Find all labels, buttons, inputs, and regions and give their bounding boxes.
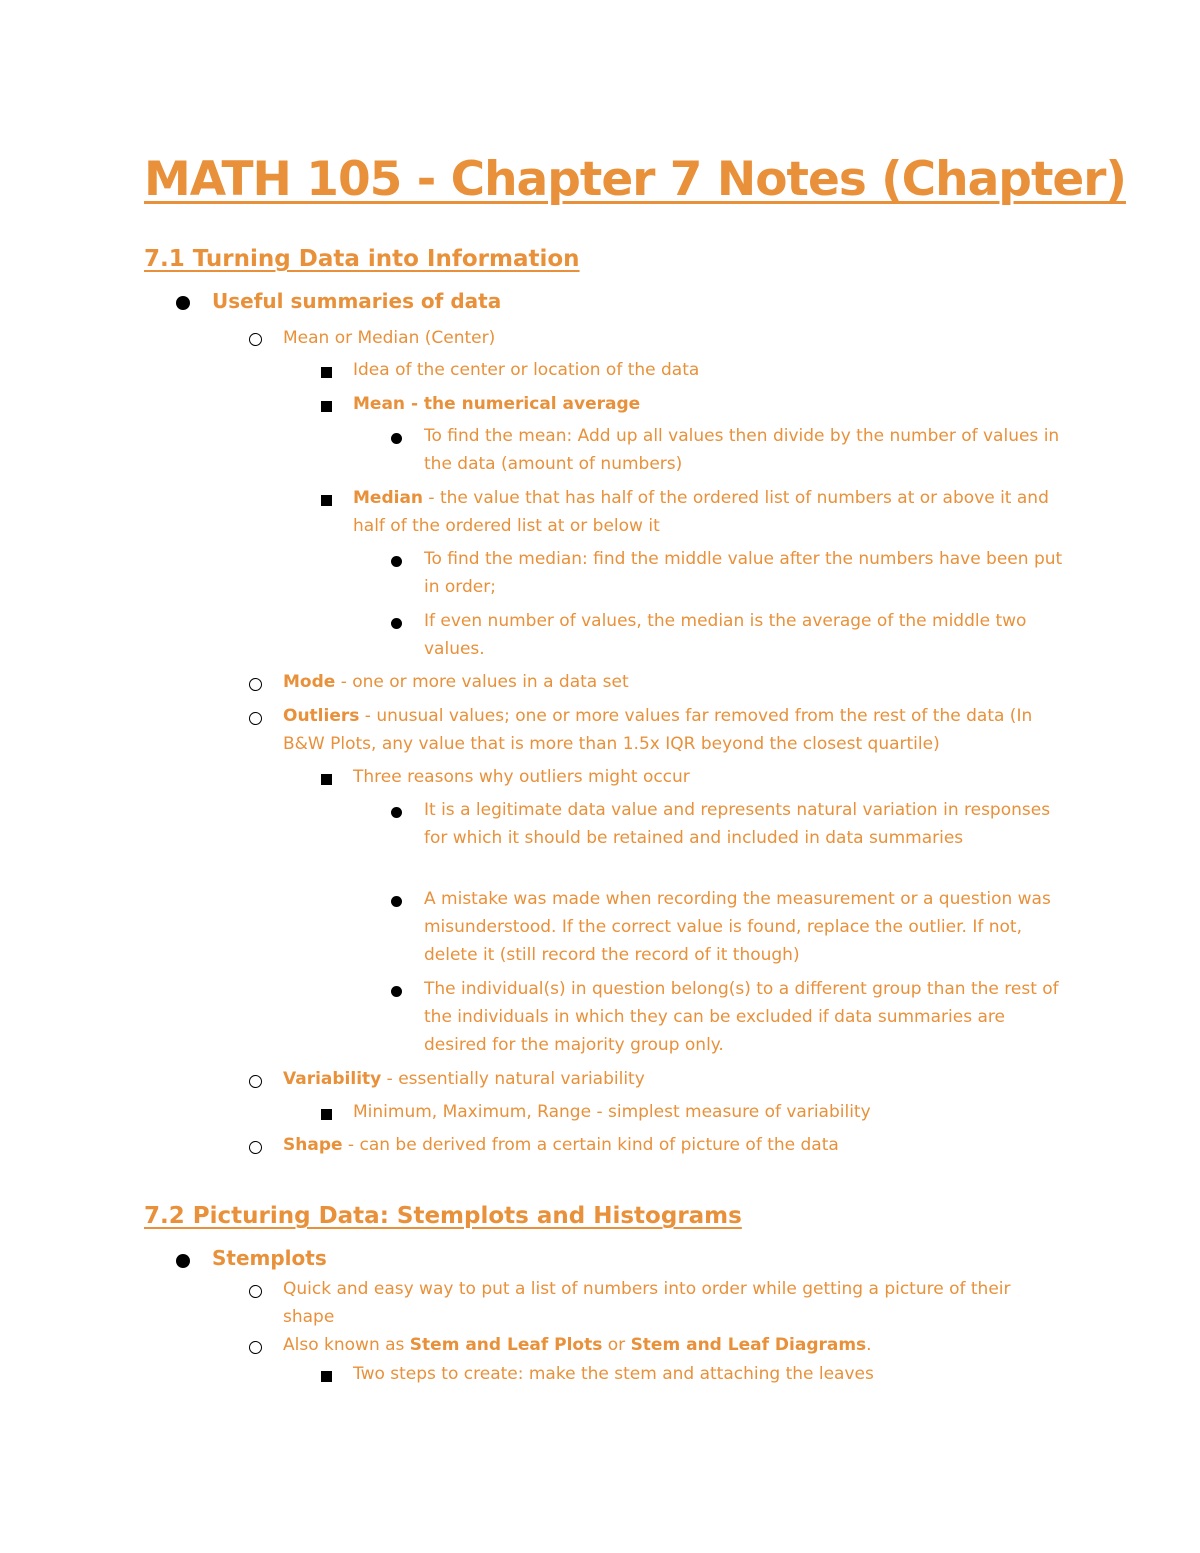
list-item: To find the median: find the middle value after the numbers have been put in order; — [424, 549, 1063, 597]
bullet-dot-icon — [391, 433, 402, 444]
list-item: Mode - one or more values in a data set — [283, 672, 629, 692]
list-item: Mean or Median (Center) — [283, 328, 496, 348]
bullet-square-icon — [321, 367, 332, 378]
list-item: Also known as Stem and Leaf Plots or Stem and Leaf Diagrams. — [283, 1335, 872, 1355]
list-item: Minimum, Maximum, Range - simplest measure of variability — [353, 1102, 871, 1122]
bullet-circle-icon — [249, 333, 262, 346]
list-item: Stemplots — [212, 1246, 327, 1270]
list-item: A mistake was made when recording the measurement or a question was misunderstood. If the correct value is found, replace the outlier. If not, delete it (still record the record of it though) — [424, 889, 1051, 965]
bullet-square-icon — [321, 1109, 332, 1120]
bullet-dot-icon — [391, 618, 402, 629]
list-item: Idea of the center or location of the data — [353, 360, 700, 380]
bullet-dot-icon — [391, 807, 402, 818]
bullet-circle-icon — [249, 1075, 262, 1088]
bullet-circle-icon — [249, 1141, 262, 1154]
list-item: Mean - the numerical average — [353, 394, 641, 414]
list-item: To find the mean: Add up all values then divide by the number of values in the data (amount of numbers) — [424, 426, 1060, 474]
list-item: Two steps to create: make the stem and attaching the leaves — [353, 1364, 874, 1384]
page-title: MATH 105 - Chapter 7 Notes (Chapter) — [144, 152, 1126, 207]
bullet-dot-icon — [391, 896, 402, 907]
bullet-circle-icon — [249, 1285, 262, 1298]
section-heading-7-2: 7.2 Picturing Data: Stemplots and Histograms — [144, 1203, 742, 1229]
bullet-dot-icon — [391, 986, 402, 997]
bullet-square-icon — [321, 495, 332, 506]
bullet-circle-icon — [249, 1341, 262, 1354]
list-item: Median - the value that has half of the ordered list of numbers at or above it and half of the ordered list at or below it — [353, 488, 1049, 536]
bullet-square-icon — [321, 774, 332, 785]
bullet-square-icon — [321, 1371, 332, 1382]
list-item: The individual(s) in question belong(s) to a different group than the rest of the individuals in which they can be excluded if data summaries are desired for the majority group only. — [424, 979, 1059, 1055]
bullet-dot-icon — [176, 1254, 190, 1268]
list-item: If even number of values, the median is the average of the middle two values. — [424, 611, 1027, 659]
bullet-square-icon — [321, 401, 332, 412]
section-heading-7-1: 7.1 Turning Data into Information — [144, 246, 580, 272]
list-item: Variability - essentially natural variability — [283, 1069, 645, 1089]
list-item: Three reasons why outliers might occur — [353, 767, 690, 787]
list-item: Outliers - unusual values; one or more values far removed from the rest of the data (In B&W Plots, any value that is more than 1.5x IQR beyond the closest quartile) — [283, 706, 1033, 754]
list-item: It is a legitimate data value and represents natural variation in responses for which it should be retained and included in data summaries — [424, 800, 1051, 848]
bullet-circle-icon — [249, 712, 262, 725]
list-item: Quick and easy way to put a list of numbers into order while getting a picture of their shape — [283, 1279, 1011, 1327]
list-item: Useful summaries of data — [212, 289, 502, 313]
bullet-circle-icon — [249, 678, 262, 691]
bullet-dot-icon — [391, 556, 402, 567]
bullet-dot-icon — [176, 296, 190, 310]
list-item: Shape - can be derived from a certain kind of picture of the data — [283, 1135, 839, 1155]
